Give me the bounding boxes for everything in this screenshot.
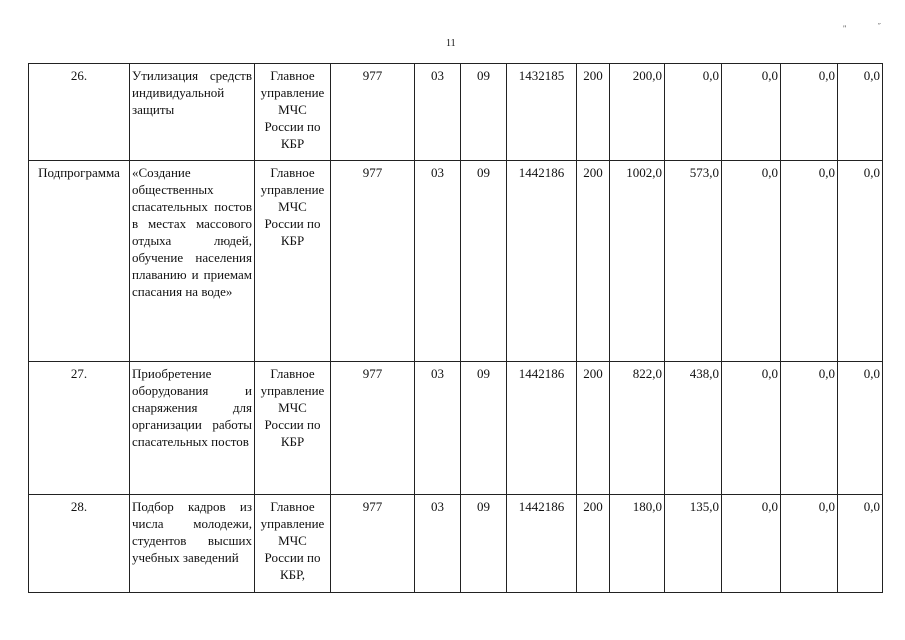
section-code: 03 [415, 64, 461, 161]
item-name: Приобретение оборудования и снаряжения для организации работы спасательных постов [130, 362, 255, 495]
table-row [29, 362, 883, 495]
amount-5: 0,0 [838, 362, 883, 495]
executor: Главное управление МЧС России по КБР, [255, 495, 331, 593]
target-article-code: 1442186 [507, 161, 577, 362]
amount-2: 0,0 [665, 64, 722, 161]
amount-3: 0,0 [722, 161, 781, 362]
amount-3: 0,0 [722, 495, 781, 593]
expense-type-code: 200 [577, 64, 610, 161]
expense-type-code: 200 [577, 362, 610, 495]
item-name: Подбор кадров из числа молодежи, студентов высших учебных заведений [130, 495, 255, 593]
amount-4: 0,0 [781, 161, 838, 362]
amount-4: 0,0 [781, 362, 838, 495]
executor: Главное управление МЧС России по КБР [255, 362, 331, 495]
amount-4: 0,0 [781, 64, 838, 161]
table-row [29, 161, 883, 362]
budget-table [28, 63, 883, 593]
item-name: Утилизация средств индивидуальной защиты [130, 64, 255, 161]
amount-1: 200,0 [610, 64, 665, 161]
amount-1: 180,0 [610, 495, 665, 593]
grbs-code: 977 [331, 64, 415, 161]
amount-2: 573,0 [665, 161, 722, 362]
amount-5: 0,0 [838, 161, 883, 362]
section-code: 03 [415, 495, 461, 593]
amount-1: 822,0 [610, 362, 665, 495]
target-article-code: 1442186 [507, 495, 577, 593]
executor: Главное управление МЧС России по КБР [255, 161, 331, 362]
table-row [29, 495, 883, 593]
subsection-code: 09 [461, 64, 507, 161]
item-name: «Создание общественных спасательных постов в местах массового отдыха людей, обучение населения плаванию и приемам спасания на воде» [130, 161, 255, 362]
page-number: 11 [446, 38, 456, 49]
subsection-code: 09 [461, 362, 507, 495]
amount-2: 438,0 [665, 362, 722, 495]
corner-mark: " [843, 24, 847, 33]
subsection-code: 09 [461, 161, 507, 362]
item-number: 27. [29, 362, 130, 495]
grbs-code: 977 [331, 362, 415, 495]
grbs-code: 977 [331, 495, 415, 593]
amount-3: 0,0 [722, 362, 781, 495]
amount-2: 135,0 [665, 495, 722, 593]
corner-mark: ˝ [878, 22, 881, 31]
item-number: 26. [29, 64, 130, 161]
target-article-code: 1442186 [507, 362, 577, 495]
expense-type-code: 200 [577, 161, 610, 362]
item-number: Подпрограмма [29, 161, 130, 362]
amount-3: 0,0 [722, 64, 781, 161]
subsection-code: 09 [461, 495, 507, 593]
amount-5: 0,0 [838, 64, 883, 161]
executor: Главное управление МЧС России по КБР [255, 64, 331, 161]
item-number: 28. [29, 495, 130, 593]
target-article-code: 1432185 [507, 64, 577, 161]
amount-5: 0,0 [838, 495, 883, 593]
section-code: 03 [415, 161, 461, 362]
expense-type-code: 200 [577, 495, 610, 593]
amount-4: 0,0 [781, 495, 838, 593]
grbs-code: 977 [331, 161, 415, 362]
amount-1: 1002,0 [610, 161, 665, 362]
table-row [29, 64, 883, 161]
section-code: 03 [415, 362, 461, 495]
